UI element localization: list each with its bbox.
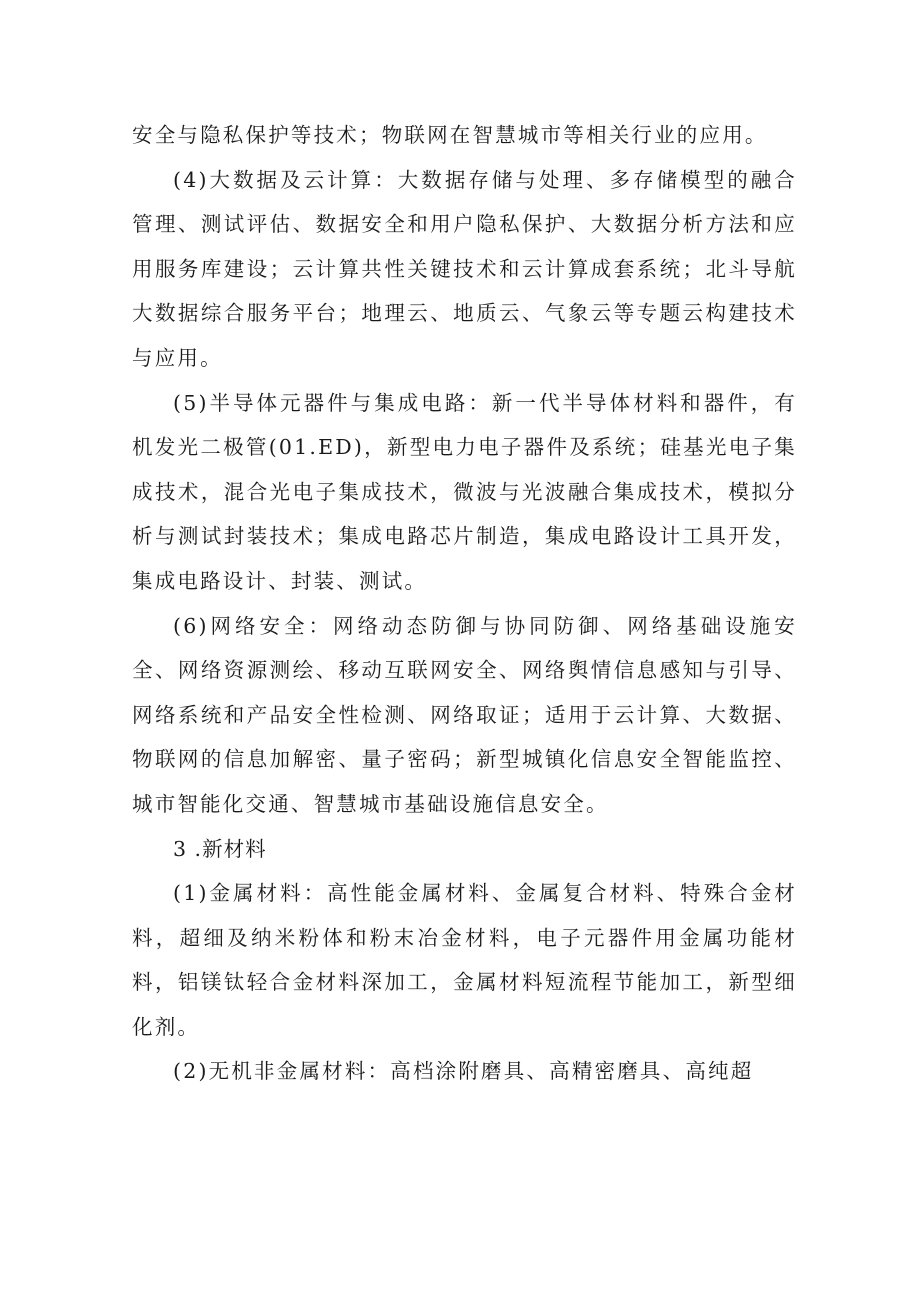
section-heading-new-materials: 3 .新材料 [173, 836, 267, 861]
document-body [132, 113, 797, 1094]
paragraph-big-data-cloud: (4)大数据及云计算：大数据存储与处理、多存储模型的融合管理、测试评估、数据安全和用户隐私保护、大数据分析方法和应用服务库建设；云计算共性关键技术和云计算成套系统；北斗导航大数据综合服务平台；地理云、地质云、气象云等专题云构建技术与应用。 [132, 167, 797, 370]
paragraph-continued: 安全与隐私保护等技术；物联网在智慧城市等相关行业的应用。 [132, 123, 768, 147]
paragraph-semiconductor: (5)半导体元器件与集成电路：新一代半导体材料和器件，有机发光二极管(01.ED)，新型电力电子器件及系统；硅基光电子集成技术，混合光电子集成技术，微波与光波融合集成技术，模拟分析与测试封装技术；集成电路芯片制造，集成电路设计工具开发，集成电路设计、封装、测试。 [132, 390, 797, 593]
paragraph-metal-materials: (1)金属材料：高性能金属材料、金属复合材料、特殊合金材料，超细及纳米粉体和粉末冶金材料，电子元器件用金属功能材料，铝镁钛轻合金材料深加工，金属材料短流程节能加工，新型细化剂。 [132, 881, 797, 1039]
paragraph-network-security: (6)网络安全：网络动态防御与协同防御、网络基础设施安全、网络资源测绘、移动互联网安全、网络舆情信息感知与引导、网络系统和产品安全性检测、网络取证；适用于云计算、大数据、物联网的信息加解密、量子密码；新型城镇化信息安全智能监控、城市智能化交通、智慧城市基础设施信息安全。 [132, 613, 797, 816]
paragraph-inorganic-materials: (2)无机非金属材料：高档涂附磨具、高精密磨具、高纯超 [173, 1059, 754, 1084]
